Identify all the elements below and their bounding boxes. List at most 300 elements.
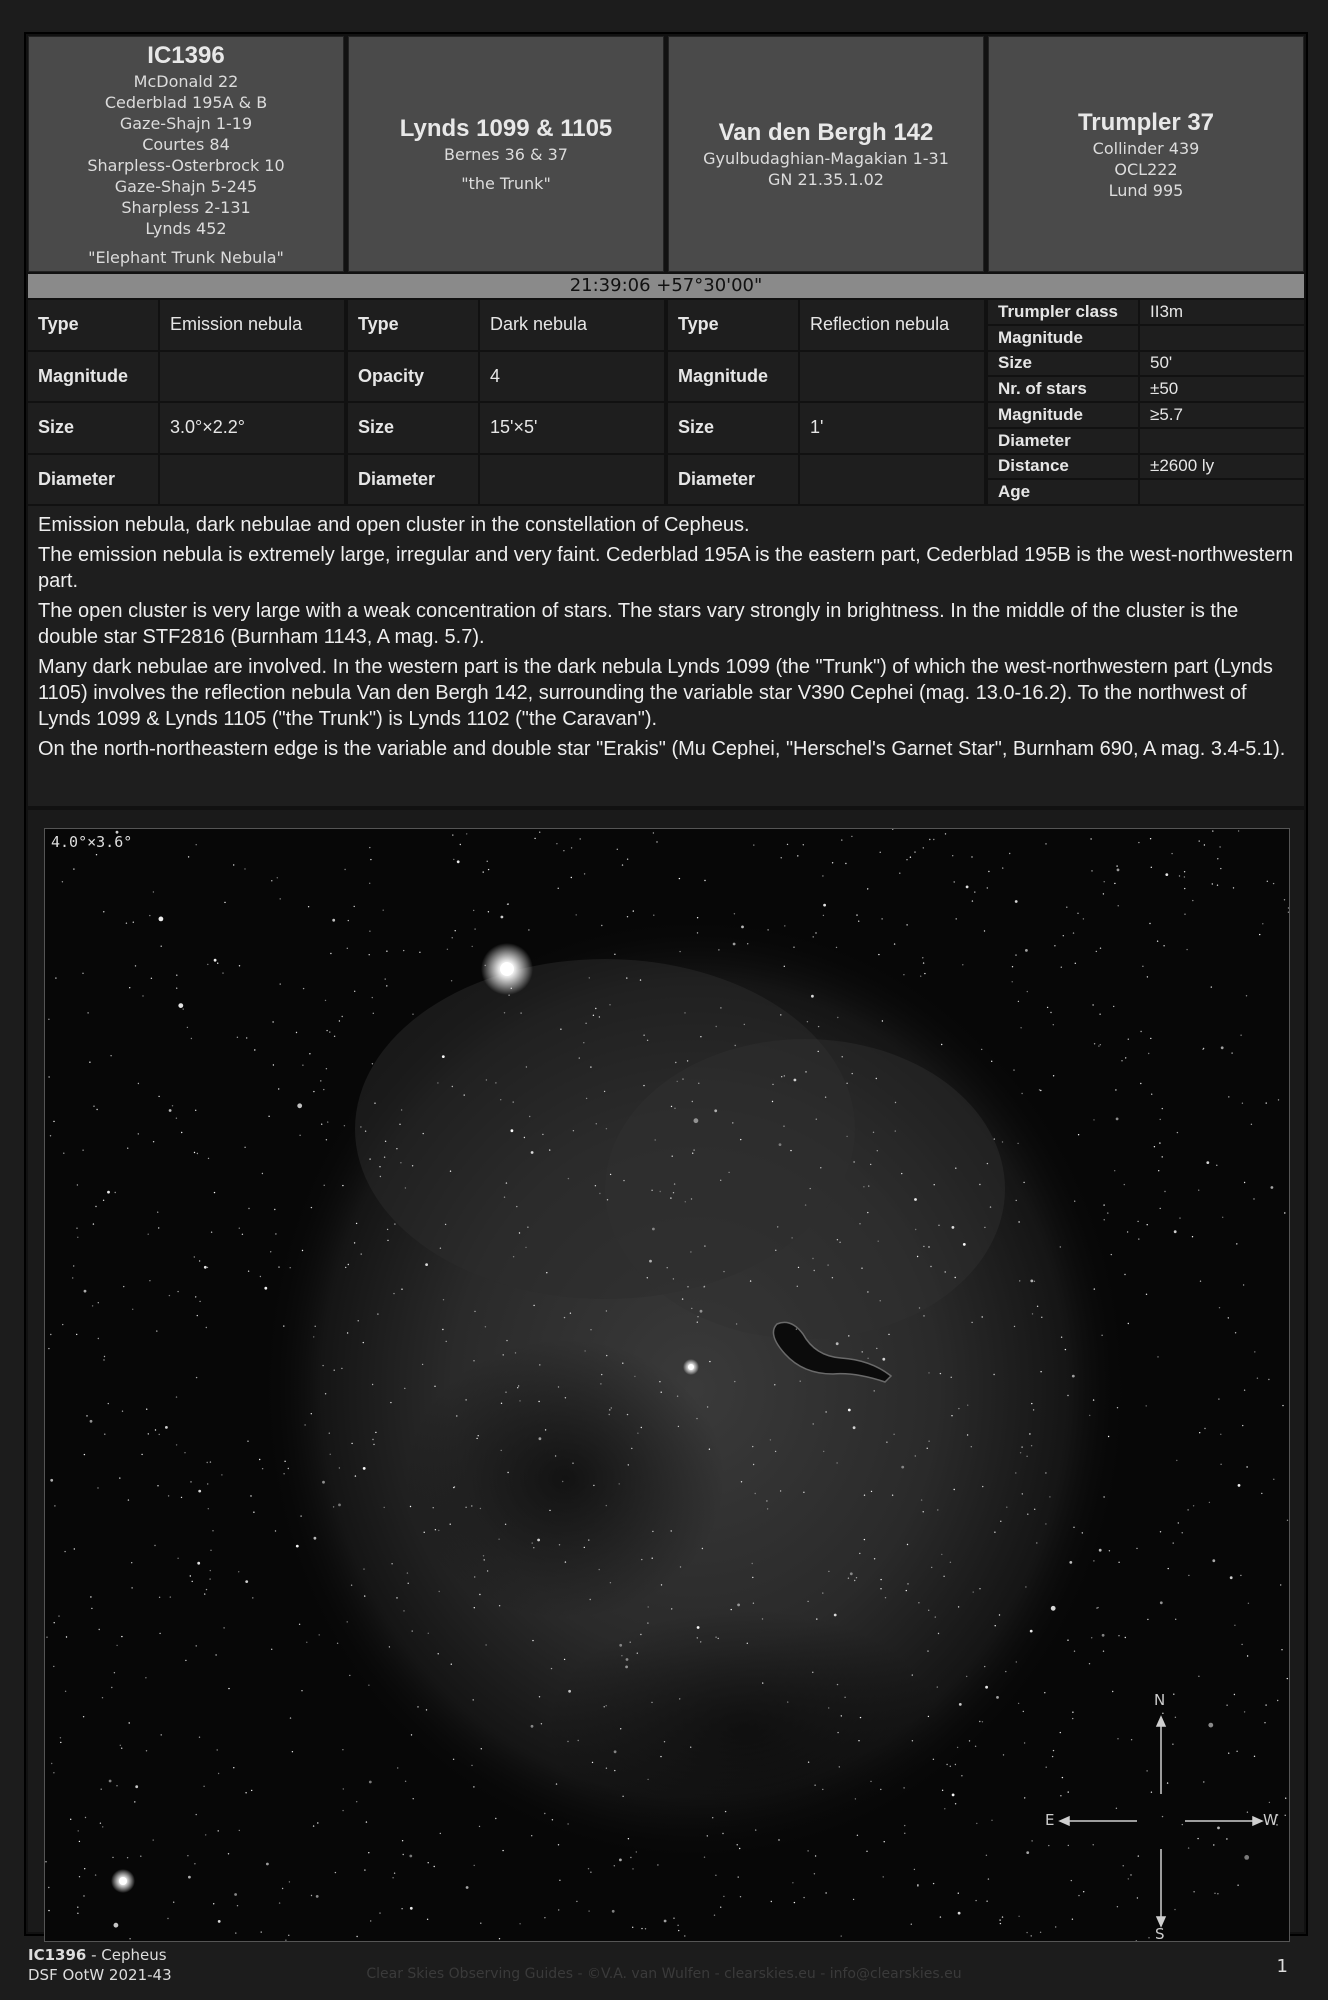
star (716, 1026, 717, 1027)
star (55, 977, 56, 978)
star (744, 1024, 745, 1025)
star (519, 1923, 520, 1924)
star (878, 1241, 879, 1242)
star (856, 914, 857, 915)
star (237, 1905, 238, 1906)
star (631, 1448, 632, 1449)
star (329, 1433, 330, 1434)
star (584, 1350, 585, 1351)
star (84, 1868, 85, 1869)
star (565, 1397, 566, 1398)
star (617, 849, 618, 850)
star (485, 1644, 486, 1645)
star (515, 1352, 516, 1353)
star (752, 1563, 753, 1564)
star (622, 864, 623, 865)
star (442, 1329, 443, 1330)
star (1147, 1619, 1148, 1620)
star (480, 1508, 481, 1509)
header-title: Van den Bergh 142 (718, 119, 934, 146)
star (369, 847, 370, 848)
header-title: IC1396 (147, 41, 225, 69)
star (1157, 941, 1158, 942)
star (351, 1585, 352, 1586)
star (987, 887, 988, 888)
star (1090, 838, 1091, 839)
star (473, 1699, 474, 1700)
star (1277, 1700, 1278, 1701)
star (471, 1765, 472, 1766)
star (85, 1817, 86, 1818)
star (610, 1174, 611, 1175)
star (303, 988, 304, 989)
star (479, 1826, 480, 1827)
star (159, 917, 164, 922)
star (1127, 1231, 1128, 1232)
star (386, 985, 387, 986)
star (807, 1850, 808, 1851)
star (1208, 1723, 1213, 1728)
designation: Courtes 84 (142, 134, 230, 154)
star (881, 918, 882, 919)
star (961, 1775, 962, 1776)
star (283, 1325, 284, 1326)
star (321, 1124, 322, 1125)
star (368, 1852, 369, 1853)
star (753, 1603, 754, 1604)
star (1164, 1191, 1165, 1192)
star (533, 1305, 534, 1306)
star (296, 1545, 299, 1548)
star (129, 1938, 130, 1939)
star (358, 1320, 359, 1321)
star (77, 1237, 78, 1238)
star (1222, 1217, 1223, 1218)
photo-panel (28, 810, 1304, 1942)
star (601, 1374, 602, 1375)
star (341, 1368, 342, 1369)
table-row (988, 352, 1304, 376)
star (687, 1286, 688, 1287)
star (534, 838, 535, 839)
star (327, 1121, 328, 1122)
star (145, 1677, 146, 1678)
description-paragraph: The emission nebula is extremely large, irregular and very faint. Cederblad 195A is the eastern part, Cederblad 195B is the west-northwestern part. (38, 544, 1294, 592)
star (704, 1245, 705, 1246)
star (641, 1427, 642, 1428)
star (1158, 1170, 1159, 1171)
star (442, 1055, 445, 1058)
star (334, 1370, 335, 1371)
designation: Lynds 452 (145, 218, 227, 238)
star (394, 1873, 395, 1874)
star (335, 1872, 336, 1873)
star (1034, 1509, 1035, 1510)
star (133, 922, 134, 923)
star (401, 1109, 402, 1110)
star (734, 1381, 735, 1382)
star (837, 1017, 838, 1018)
star (270, 1251, 271, 1252)
star (1172, 1744, 1173, 1745)
star (1179, 875, 1180, 876)
star (1114, 883, 1115, 884)
star (1053, 1750, 1054, 1751)
star (1002, 1141, 1003, 1142)
star (590, 1599, 591, 1600)
star (697, 1322, 698, 1323)
star (1041, 1317, 1042, 1318)
star (140, 1856, 141, 1857)
designation: Cederblad 195A & B (104, 92, 268, 112)
star (987, 1163, 988, 1164)
star (1136, 1548, 1137, 1549)
star (649, 1260, 652, 1263)
star (1115, 1089, 1116, 1090)
data-tables (28, 300, 1304, 504)
star (250, 1495, 251, 1496)
star (904, 1833, 905, 1834)
star (634, 1376, 635, 1377)
star (208, 1508, 209, 1509)
star (720, 1907, 721, 1908)
star (343, 1788, 344, 1789)
star (86, 1415, 87, 1416)
star (170, 1596, 171, 1597)
star (1005, 1671, 1006, 1672)
star (505, 1524, 506, 1525)
star (852, 1073, 853, 1074)
star (906, 924, 907, 925)
star (169, 1295, 170, 1296)
star (479, 1594, 480, 1595)
star (628, 1464, 629, 1465)
star (264, 1287, 267, 1290)
table-reflection (668, 300, 984, 504)
star (933, 1759, 934, 1760)
star (867, 1212, 868, 1213)
description-paragraph: On the north-northeastern edge is the variable and double star "Erakis" (Mu Cephei, "Herschel's Garnet Star", Burnham 690, A mag. 3.4-5.1). (38, 738, 1286, 760)
star (1116, 865, 1117, 866)
star (1267, 881, 1268, 882)
star (109, 1780, 112, 1783)
star (546, 1272, 547, 1273)
star (556, 843, 557, 844)
star (266, 1863, 269, 1866)
star (841, 839, 842, 840)
star (103, 1200, 104, 1201)
star (693, 1149, 694, 1150)
star (1162, 1713, 1163, 1714)
star (958, 1912, 961, 1915)
star (207, 1462, 208, 1463)
star (611, 1407, 612, 1408)
star (342, 1185, 343, 1186)
star (692, 1153, 693, 1154)
star (979, 1721, 980, 1722)
star (433, 1507, 434, 1508)
star (207, 1483, 208, 1484)
star (967, 1405, 968, 1406)
star (1073, 932, 1074, 933)
star (647, 1622, 648, 1623)
star (996, 1696, 999, 1699)
star (832, 1277, 833, 1278)
star (272, 1021, 273, 1022)
star (720, 1007, 721, 1008)
star (1198, 1190, 1199, 1191)
star (1045, 1472, 1046, 1473)
star (89, 1062, 90, 1063)
star (98, 1338, 99, 1339)
star (301, 1690, 302, 1691)
header-title: Lynds 1099 & 1105 (399, 115, 613, 142)
star (50, 1334, 51, 1335)
star (474, 1607, 475, 1608)
star (471, 1505, 472, 1506)
star (747, 1643, 748, 1644)
star (72, 1277, 73, 1278)
star (1177, 1132, 1178, 1133)
star (451, 980, 452, 981)
star (50, 1479, 53, 1482)
star (165, 1426, 168, 1429)
star (1111, 1254, 1112, 1255)
star (781, 1076, 782, 1077)
star (311, 1413, 312, 1414)
star (982, 1486, 983, 1487)
star (984, 1227, 985, 1228)
star (370, 1920, 371, 1921)
star (528, 929, 529, 930)
field-value (480, 455, 664, 505)
star (579, 1057, 580, 1058)
star (955, 1168, 956, 1169)
star (660, 1191, 661, 1192)
star (570, 1313, 571, 1314)
star (1074, 1201, 1075, 1202)
star (828, 1707, 829, 1708)
star (1099, 1549, 1102, 1552)
star (568, 1178, 569, 1179)
star (999, 1919, 1000, 1920)
star (762, 1618, 763, 1619)
star (971, 856, 972, 857)
star (637, 1433, 638, 1434)
star (245, 1580, 248, 1583)
star (296, 1032, 297, 1033)
star (487, 861, 488, 862)
star (531, 1725, 534, 1728)
star (595, 1185, 596, 1186)
star (797, 855, 798, 856)
star (630, 1642, 631, 1643)
star (244, 1147, 245, 1148)
star (1244, 1182, 1245, 1183)
star (1251, 1124, 1252, 1125)
field-key: Type (668, 300, 798, 350)
star (1220, 868, 1221, 869)
star (273, 1064, 274, 1065)
star (725, 1811, 726, 1812)
star (837, 1684, 838, 1685)
star (95, 1206, 96, 1207)
star (262, 1173, 263, 1174)
star (803, 844, 804, 845)
star (1188, 1575, 1189, 1576)
star (1009, 853, 1010, 854)
designation: McDonald 22 (133, 71, 239, 91)
star (811, 995, 814, 998)
star (228, 1853, 229, 1854)
star (1103, 1204, 1104, 1205)
star (428, 1862, 429, 1863)
star (1285, 1815, 1286, 1816)
star (1073, 1527, 1074, 1528)
star (848, 1578, 849, 1579)
star (516, 1206, 517, 1207)
star (194, 1256, 195, 1257)
star (443, 1299, 444, 1300)
star (1230, 1576, 1233, 1579)
star (684, 1012, 685, 1013)
star (883, 1876, 884, 1877)
field-value: Reflection nebula (800, 300, 984, 350)
star (1240, 1575, 1241, 1576)
compass-west-label: W (1263, 1811, 1278, 1829)
field-value: ≥5.7 (1140, 403, 1304, 427)
star (184, 1452, 185, 1453)
star (1246, 1466, 1247, 1467)
star (116, 1785, 117, 1786)
star (53, 1772, 54, 1773)
star (104, 1434, 105, 1435)
star (354, 991, 355, 992)
table-row (988, 455, 1304, 479)
star (325, 1000, 326, 1001)
star (974, 891, 975, 892)
star (856, 1577, 857, 1578)
star (1123, 1865, 1124, 1866)
star (934, 1184, 935, 1185)
star (1093, 1560, 1094, 1561)
table-row (668, 352, 984, 402)
star (361, 1253, 362, 1254)
star (541, 1723, 542, 1724)
star (959, 1703, 962, 1706)
star (1284, 1212, 1285, 1213)
star (446, 1341, 447, 1342)
star (1125, 1637, 1126, 1638)
star (1002, 867, 1003, 868)
star (45, 1861, 46, 1862)
star (1065, 1349, 1066, 1350)
star (129, 1722, 130, 1723)
star (354, 906, 355, 907)
star (880, 1579, 881, 1580)
star (384, 1507, 385, 1508)
star (206, 1589, 207, 1590)
star (1150, 838, 1151, 839)
star (954, 881, 955, 882)
star (1197, 1838, 1198, 1839)
star (347, 1621, 348, 1622)
star (217, 963, 218, 964)
star (680, 1566, 681, 1567)
star (1100, 1044, 1101, 1045)
star (1103, 893, 1104, 894)
star (858, 1740, 859, 1741)
star (955, 1764, 956, 1765)
star (1212, 883, 1213, 884)
star (197, 1562, 200, 1565)
star (984, 930, 985, 931)
star (192, 1581, 193, 1582)
star (912, 1740, 913, 1741)
star (951, 1415, 952, 1416)
star (1023, 1182, 1024, 1183)
star (752, 1446, 753, 1447)
star (696, 1418, 697, 1419)
star (940, 1916, 941, 1917)
star (1002, 1916, 1003, 1917)
star (413, 1798, 414, 1799)
star (161, 1734, 162, 1735)
star (675, 1062, 676, 1063)
designation: Bernes 36 & 37 (444, 145, 568, 164)
star (1228, 1753, 1229, 1754)
star (79, 1841, 80, 1842)
star (677, 1925, 678, 1926)
star (419, 952, 420, 953)
star (48, 1076, 49, 1077)
star (450, 1171, 451, 1172)
star (702, 1548, 703, 1549)
star (1253, 1198, 1254, 1199)
description-paragraph: Emission nebula, dark nebulae and open cluster in the constellation of Cepheus. (38, 514, 750, 536)
star (664, 1920, 667, 1923)
star (604, 1706, 605, 1707)
star (685, 1201, 686, 1202)
star (157, 1485, 158, 1486)
star (903, 1787, 904, 1788)
star (532, 1640, 533, 1641)
star (238, 1571, 239, 1572)
table-row (28, 352, 344, 402)
star (369, 931, 370, 932)
star (48, 1348, 49, 1349)
star (845, 863, 846, 864)
star (212, 1530, 213, 1531)
star (434, 1386, 435, 1387)
star (344, 1125, 345, 1126)
field-value (160, 352, 344, 402)
star (1099, 1014, 1100, 1015)
star (1103, 1651, 1104, 1652)
star (306, 1642, 307, 1643)
star (942, 1790, 943, 1791)
header-trumpler37 (988, 36, 1304, 272)
star (731, 1609, 732, 1610)
star (584, 1547, 585, 1548)
star (1287, 1678, 1288, 1679)
star (562, 1481, 563, 1482)
star (351, 1443, 352, 1444)
star (275, 1530, 276, 1531)
star (114, 1672, 115, 1673)
star (95, 1874, 96, 1875)
star (938, 1633, 939, 1634)
